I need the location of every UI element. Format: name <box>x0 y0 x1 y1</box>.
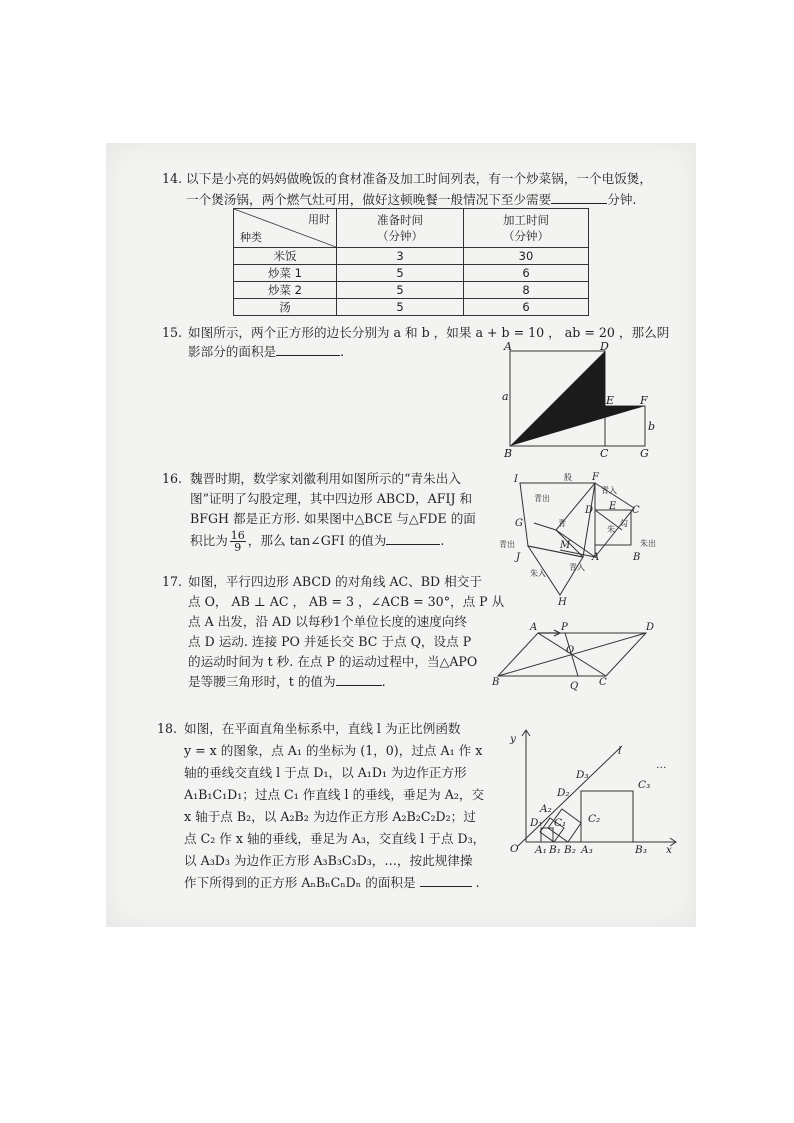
q17-figure <box>490 618 665 693</box>
label-D: D <box>646 622 655 633</box>
q15-end: . <box>340 344 345 359</box>
label-A2: A₂ <box>540 803 552 815</box>
label-E: E <box>609 501 617 512</box>
label-C1: C₁ <box>554 817 567 829</box>
corner-top-label: 用时 <box>308 213 330 226</box>
q15-figure <box>498 340 658 460</box>
label-zhuru: 朱入 <box>530 569 546 578</box>
label-qingru-top: 青入 <box>601 486 617 495</box>
label-qing: 青 <box>558 519 566 528</box>
q17-line3: 点 A 出发，沿 AD 以每秒1个单位长度的速度向终 <box>188 614 467 629</box>
label-B: B <box>504 447 513 460</box>
q17-line2: 点 O， AB ⊥ AC ， AB = 3 ，∠ACB = 30°，点 P 从 <box>188 594 505 609</box>
shaded-region <box>510 351 645 446</box>
q16-line4-start: 积比为 <box>190 533 228 548</box>
q18-answer-blank[interactable] <box>420 872 472 887</box>
label-B3: B₃ <box>635 844 647 856</box>
q16-number: 16. <box>162 471 183 486</box>
label-qingchu-top: 青出 <box>534 494 550 503</box>
q18-line8-text: 作下所得到的正方形 AₙBₙCₙDₙ 的面积是 <box>184 875 416 890</box>
q14-line2 <box>186 189 636 210</box>
label-B1: B₁ <box>549 844 561 856</box>
table-row <box>234 299 589 316</box>
table-row <box>234 265 589 282</box>
q18-line5: x 轴于点 B₂，以 A₂B₂ 为边作正方形 A₂B₂C₂D₂；过 <box>184 809 476 824</box>
q14-line2-text: 一个煲汤锅，两个燃气灶可用，做好这顿晚餐一般情况下至少需要 <box>186 192 552 207</box>
q18-line1: 如图，在平面直角坐标系中，直线 l 为正比例函数 <box>184 721 461 736</box>
fraction-denominator: 9 <box>234 541 242 554</box>
label-gu: 股 <box>564 473 572 482</box>
label-y-axis: y <box>510 733 516 745</box>
col-header-prep <box>337 209 464 248</box>
q17-line4: 点 D 运动. 连接 PO 并延长交 BC 于点 Q，设点 P <box>188 634 472 649</box>
q15-line2 <box>188 341 344 362</box>
q17-end: . <box>381 674 386 689</box>
label-F: F <box>640 394 648 407</box>
q14-number: 14. <box>162 171 183 186</box>
q16-fraction <box>230 530 246 553</box>
q18-line8 <box>184 872 480 893</box>
col-header-prep-label: 准备时间 <box>377 213 423 227</box>
label-Q: Q <box>570 681 579 692</box>
label-I: I <box>514 474 518 485</box>
label-C2: C₂ <box>588 813 601 825</box>
label-O: O <box>566 645 575 656</box>
col-header-prep-unit: （分钟） <box>377 229 423 243</box>
label-gou: 勾 <box>620 519 628 528</box>
corner-bottom-label: 种类 <box>240 231 262 244</box>
q17-line6-text: 是等腰三角形时，t 的值为 <box>188 674 336 689</box>
q14-answer-blank[interactable] <box>551 189 607 204</box>
label-side-b: b <box>648 420 656 433</box>
q15-line2-text: 影部分的面积是 <box>188 344 277 359</box>
q15-number: 15. <box>162 325 183 340</box>
q17-line5: 的运动时间为 t 秒. 在点 P 的运动过程中，当△APO <box>188 654 478 669</box>
row-proc: 6 <box>464 265 589 282</box>
label-B: B <box>492 677 500 688</box>
q17-line6 <box>188 671 386 692</box>
label-F: F <box>592 472 599 483</box>
label-P: P <box>561 622 568 633</box>
q16-line3: BFGH 都是正方形. 如果图中△BCE 与△FDE 的面 <box>190 511 476 526</box>
q16-line4-end: ，那么 tan∠GFI 的值为 <box>247 533 387 548</box>
row-prep: 5 <box>337 299 464 316</box>
q16-answer-blank[interactable] <box>386 530 440 545</box>
label-B: B <box>633 552 641 563</box>
q14-time-table <box>233 208 589 316</box>
table-row <box>234 248 589 265</box>
label-D: D <box>600 340 609 353</box>
label-H: H <box>558 597 567 608</box>
row-prep: 5 <box>337 265 464 282</box>
q17-number: 17. <box>162 574 183 589</box>
label-zhu: 朱 <box>607 525 615 534</box>
row-proc: 8 <box>464 282 589 299</box>
label-D2: D₂ <box>557 787 570 799</box>
q18-end: . <box>475 875 480 890</box>
label-C: C <box>632 505 640 516</box>
label-line-l: l <box>618 745 622 757</box>
fraction-numerator: 16 <box>230 529 245 542</box>
label-C3: C₃ <box>638 779 651 791</box>
q14-line1: 以下是小亮的妈妈做晚饭的食材准备及加工时间列表，有一个炒菜锅，一个电饭煲， <box>186 171 652 186</box>
row-proc: 6 <box>464 299 589 316</box>
label-J: J <box>516 552 521 563</box>
row-proc: 30 <box>464 248 589 265</box>
q16-line4 <box>190 530 444 553</box>
label-D3: D₃ <box>576 769 589 781</box>
q16-line2: 图”证明了勾股定理，其中四边形 ABCD，AFIJ 和 <box>190 491 473 506</box>
row-prep: 3 <box>337 248 464 265</box>
label-A: A <box>530 622 538 633</box>
col-header-proc-unit: （分钟） <box>503 229 549 243</box>
row-prep: 5 <box>337 282 464 299</box>
label-G: G <box>515 518 523 529</box>
label-D1: D₁ <box>530 817 543 829</box>
q18-line7: 以 A₃D₃ 为边作正方形 A₃B₃C₃D₃，…，按此规律操 <box>184 853 473 868</box>
q18-line6: 点 C₂ 作 x 轴的垂线，垂足为 A₃，交直线 l 于点 D₃， <box>184 831 486 846</box>
q18-line2: y = x 的图象，点 A₁ 的坐标为 (1，0)，过点 A₁ 作 x <box>184 743 483 758</box>
row-name: 炒菜 2 <box>234 282 337 299</box>
row-name: 米饭 <box>234 248 337 265</box>
label-qingchu-left: 青出 <box>499 540 515 549</box>
table-row <box>234 282 589 299</box>
q15-answer-blank[interactable] <box>276 341 340 356</box>
table-corner <box>234 209 337 248</box>
q16-figure <box>494 468 664 608</box>
label-ellipsis: … <box>656 759 667 771</box>
label-origin: O <box>510 843 519 855</box>
label-D: D <box>585 505 594 516</box>
label-C: C <box>600 447 609 460</box>
q16-line1: 魏晋时期，数学家刘徽利用如图所示的“青朱出入 <box>190 471 461 486</box>
q18-number: 18. <box>157 721 178 736</box>
q18-line4: A₁B₁C₁D₁；过点 C₁ 作直线 l 的垂线，垂足为 A₂，交 <box>184 787 485 802</box>
label-B2: B₂ <box>564 844 576 856</box>
row-name: 汤 <box>234 299 337 316</box>
label-E: E <box>606 394 615 407</box>
col-header-proc <box>464 209 589 248</box>
label-side-a: a <box>502 390 509 403</box>
label-A: A <box>592 552 600 563</box>
col-header-proc-label: 加工时间 <box>503 213 549 227</box>
label-A3: A₃ <box>581 844 593 856</box>
label-A1: A₁ <box>535 844 547 856</box>
label-zhuchu: 朱出 <box>640 539 656 548</box>
label-G: G <box>640 447 649 460</box>
q17-line1: 如图，平行四边形 ABCD 的对角线 AC、BD 相交于 <box>188 574 482 589</box>
row-name: 炒菜 1 <box>234 265 337 282</box>
q15-line1: 如图所示，两个正方形的边长分别为 a 和 b ，如果 a + b = 10 ， ab = 20 ，那么阴 <box>188 325 670 340</box>
label-qingru-bottom: 青入 <box>569 563 585 572</box>
label-M: M <box>560 540 571 551</box>
label-A: A <box>504 340 512 353</box>
q18-line3: 轴的垂线交直线 l 于点 D₁，以 A₁D₁ 为边作正方形 <box>184 765 467 780</box>
q17-answer-blank[interactable] <box>336 671 382 686</box>
label-C: C <box>599 677 607 688</box>
label-x-axis: x <box>666 844 672 856</box>
q16-end: . <box>440 533 445 548</box>
q14-unit: 分钟. <box>607 192 637 207</box>
q18-figure <box>504 722 682 857</box>
